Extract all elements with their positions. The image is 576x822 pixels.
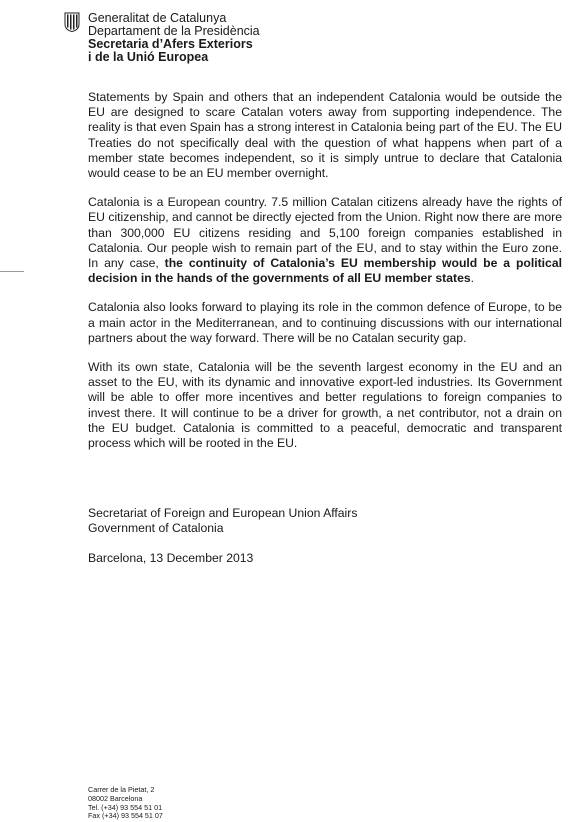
letter-date: Barcelona, 13 December 2013 <box>88 551 254 566</box>
signoff-government: Government of Catalonia <box>88 521 224 536</box>
paragraph-defence: Catalonia also looks forward to playing its role in the common defence of Europe, to be a main actor in the Mediterranean, and to continuing discussions with our international partners about the way forward. There will be no Catalan security gap. <box>88 300 562 345</box>
footer-address <box>88 786 163 821</box>
letterhead-line-secretariat: Secretaria d’Afers Exteriors <box>88 37 253 51</box>
letterhead-text <box>88 12 328 64</box>
footer-street: Carrer de la Pietat, 2 <box>88 785 155 794</box>
paragraph-period: . <box>470 271 475 286</box>
footer-postcode: 08002 Barcelona <box>88 793 143 803</box>
paragraph-economy: With its own state, Catalonia will be the seventh largest economy in the EU and an asset to the EU, with its dynamic and innovative export-led industries. Its Government will be able to offer more incentives and better regulations to foreign companies to invest there. It will continue to be a driver for growth, a net contributor, not a drain on the EU budget. Catalonia is committed to a peaceful, democratic and transparent process which will be rooted in the EU. <box>88 360 562 451</box>
bold-statement: the continuity of Catalonia’s EU membership would be a political decision in the hands of the governments of all EU member states <box>88 256 562 286</box>
paragraph-eu-statements: Statements by Spain and others that an independent Catalonia would be outside the EU are designed to scare Catalan voters away from supporting independence. The reality is that even Spain has a strong interest in Catalonia being part of the EU. The EU Treaties do not specifically deal with the question of what happens when part of a member state becomes independent, so it is simply untrue to declare that Catalonia would cease to be an EU member overnight. <box>88 90 563 181</box>
letterhead-line-department: Departament de la Presidència <box>88 24 260 38</box>
footer-fax: Fax (+34) 93 554 51 07 <box>88 811 163 821</box>
fold-mark <box>0 271 24 272</box>
signoff <box>88 506 488 567</box>
signoff-secretariat: Secretariat of Foreign and European Union Affairs <box>88 506 358 520</box>
footer-telephone: Tel. (+34) 93 554 51 01 <box>88 802 163 812</box>
paragraph-european-country <box>88 195 562 286</box>
catalan-government-emblem-icon <box>64 12 80 32</box>
letter-body <box>88 90 562 465</box>
paragraph-text: Catalonia is a European country. 7.5 million Catalan citizens already have the rights of EU citizenship, and cannot be directly ejected from the Union. Right now there are more than 300,000 EU citizens residing and 5,100 foreign companies established in Catalonia. Our people wish to remain part of the EU, and to stay within the Euro zone. In any case, <box>88 195 562 271</box>
letterhead-line-secretariat-cont: i de la Unió Europea <box>88 50 209 64</box>
letterhead-line-generalitat: Generalitat de Catalunya <box>88 11 227 25</box>
